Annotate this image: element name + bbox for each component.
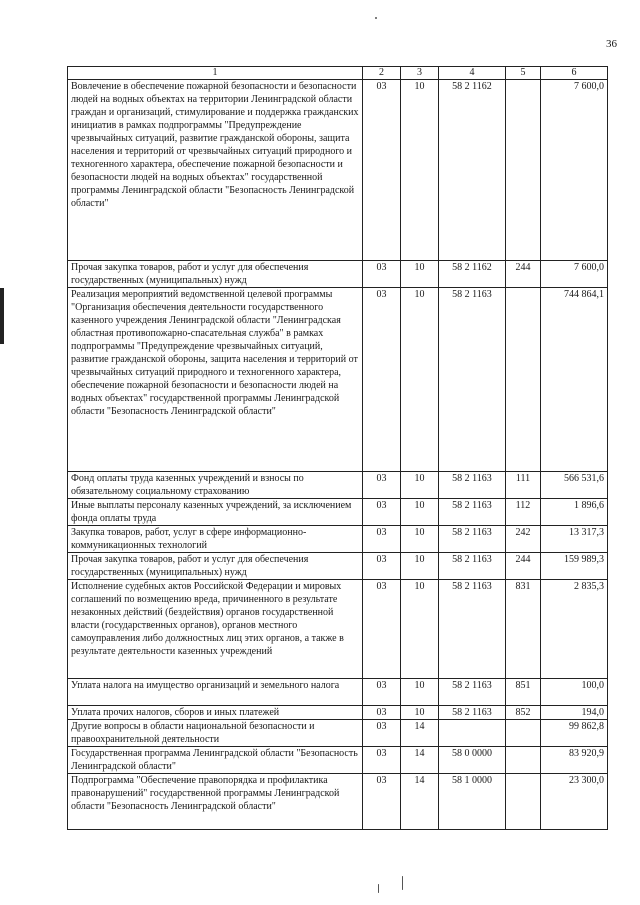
subsection-code: 10 bbox=[401, 679, 439, 706]
amount: 566 531,6 bbox=[541, 472, 608, 499]
target-article-code: 58 2 1163 bbox=[439, 499, 506, 526]
section-code: 03 bbox=[363, 580, 401, 679]
column-header: 6 bbox=[541, 67, 608, 80]
scan-edge-mark bbox=[0, 288, 4, 344]
target-article-code: 58 2 1163 bbox=[439, 288, 506, 472]
subsection-code: 10 bbox=[401, 580, 439, 679]
section-code: 03 bbox=[363, 80, 401, 261]
section-code: 03 bbox=[363, 706, 401, 720]
target-article-code: 58 2 1163 bbox=[439, 553, 506, 580]
amount: 2 835,3 bbox=[541, 580, 608, 679]
target-article-code: 58 2 1163 bbox=[439, 472, 506, 499]
item-name: Государственная программа Ленинградской области "Безопасность Ленинградской области" bbox=[68, 747, 363, 774]
amount: 744 864,1 bbox=[541, 288, 608, 472]
column-header: 1 bbox=[68, 67, 363, 80]
scan-speck bbox=[378, 884, 379, 893]
subsection-code: 10 bbox=[401, 80, 439, 261]
section-code: 03 bbox=[363, 472, 401, 499]
table-row bbox=[68, 706, 608, 720]
table-row bbox=[68, 499, 608, 526]
amount: 1 896,6 bbox=[541, 499, 608, 526]
amount: 13 317,3 bbox=[541, 526, 608, 553]
table-row bbox=[68, 80, 608, 261]
subsection-code: 10 bbox=[401, 472, 439, 499]
expense-type-code bbox=[506, 747, 541, 774]
amount: 100,0 bbox=[541, 679, 608, 706]
target-article-code: 58 2 1162 bbox=[439, 80, 506, 261]
target-article-code: 58 2 1163 bbox=[439, 526, 506, 553]
target-article-code: 58 2 1162 bbox=[439, 261, 506, 288]
amount: 194,0 bbox=[541, 706, 608, 720]
item-name: Фонд оплаты труда казенных учреждений и взносы по обязательному социальному страхованию bbox=[68, 472, 363, 499]
amount: 23 300,0 bbox=[541, 774, 608, 830]
subsection-code: 10 bbox=[401, 288, 439, 472]
column-header: 3 bbox=[401, 67, 439, 80]
section-code: 03 bbox=[363, 526, 401, 553]
expense-type-code bbox=[506, 288, 541, 472]
table-row bbox=[68, 472, 608, 499]
column-header: 4 bbox=[439, 67, 506, 80]
table-row bbox=[68, 580, 608, 679]
section-code: 03 bbox=[363, 288, 401, 472]
table-row bbox=[68, 774, 608, 830]
section-code: 03 bbox=[363, 720, 401, 747]
subsection-code: 10 bbox=[401, 261, 439, 288]
expense-type-code: 852 bbox=[506, 706, 541, 720]
scan-speck bbox=[402, 876, 403, 890]
expense-type-code bbox=[506, 774, 541, 830]
section-code: 03 bbox=[363, 679, 401, 706]
item-name: Закупка товаров, работ, услуг в сфере информационно-коммуникационных технологий bbox=[68, 526, 363, 553]
table-row bbox=[68, 720, 608, 747]
item-name: Реализация мероприятий ведомственной целевой программы "Организация обеспечения деятельности государственного казенного учреждения Ленинградской области "Ленинградская областная противопожарно-спасательная служба" в рамках подпрограммы "Предупреждение чрезвычайных ситуаций, развитие гражданской обороны, защита населения и территорий от чрезвычайных ситуаций природного и техногенного характера, обеспечение пожарной безопасности и безопасности людей на водных объектах" государственной программы Ленинградской области "Безопасность Ленинградской области" bbox=[68, 288, 363, 472]
expense-type-code: 111 bbox=[506, 472, 541, 499]
target-article-code: 58 2 1163 bbox=[439, 580, 506, 679]
subsection-code: 14 bbox=[401, 774, 439, 830]
amount: 7 600,0 bbox=[541, 80, 608, 261]
item-name: Другие вопросы в области национальной безопасности и правоохранительной деятельности bbox=[68, 720, 363, 747]
page-number: 36 bbox=[606, 38, 617, 50]
section-code: 03 bbox=[363, 553, 401, 580]
expense-type-code: 244 bbox=[506, 553, 541, 580]
amount: 83 920,9 bbox=[541, 747, 608, 774]
expense-type-code bbox=[506, 720, 541, 747]
item-name: Прочая закупка товаров, работ и услуг для обеспечения государственных (муниципальных) нужд bbox=[68, 261, 363, 288]
scan-speck bbox=[375, 17, 377, 19]
item-name: Исполнение судебных актов Российской Федерации и мировых соглашений по возмещению вреда, причиненного в результате незаконных действий (бездействия) органов государственной власти (государственных органов), органов местного самоуправления либо должностных лиц этих органов, а также в результате деятельности казенных учреждений bbox=[68, 580, 363, 679]
subsection-code: 14 bbox=[401, 720, 439, 747]
target-article-code bbox=[439, 720, 506, 747]
table-row bbox=[68, 288, 608, 472]
item-name: Уплата прочих налогов, сборов и иных платежей bbox=[68, 706, 363, 720]
subsection-code: 10 bbox=[401, 553, 439, 580]
section-code: 03 bbox=[363, 261, 401, 288]
section-code: 03 bbox=[363, 774, 401, 830]
item-name: Уплата налога на имущество организаций и земельного налога bbox=[68, 679, 363, 706]
target-article-code: 58 1 0000 bbox=[439, 774, 506, 830]
expense-type-code: 112 bbox=[506, 499, 541, 526]
amount: 7 600,0 bbox=[541, 261, 608, 288]
section-code: 03 bbox=[363, 499, 401, 526]
expense-type-code: 831 bbox=[506, 580, 541, 679]
table-row bbox=[68, 679, 608, 706]
amount: 159 989,3 bbox=[541, 553, 608, 580]
expense-type-code: 244 bbox=[506, 261, 541, 288]
section-code: 03 bbox=[363, 747, 401, 774]
expense-type-code: 851 bbox=[506, 679, 541, 706]
item-name: Вовлечение в обеспечение пожарной безопасности и безопасности людей на водных объектах на территории Ленинградской области граждан и организаций, стимулирование и поддержка гражданских инициатив в рамках подпрограммы "Предупреждение чрезвычайных ситуаций, развитие гражданской обороны, защита населения и территорий от чрезвычайных ситуаций природного и техногенного характера, обеспечение пожарной безопасности и безопасности людей на водных объектах" государственной программы Ленинградской области "Безопасность Ленинградской области" bbox=[68, 80, 363, 261]
target-article-code: 58 2 1163 bbox=[439, 706, 506, 720]
expense-type-code: 242 bbox=[506, 526, 541, 553]
subsection-code: 10 bbox=[401, 499, 439, 526]
amount: 99 862,8 bbox=[541, 720, 608, 747]
table-row bbox=[68, 526, 608, 553]
subsection-code: 10 bbox=[401, 526, 439, 553]
table-row bbox=[68, 553, 608, 580]
column-header: 2 bbox=[363, 67, 401, 80]
column-number-row bbox=[68, 67, 608, 80]
target-article-code: 58 2 1163 bbox=[439, 679, 506, 706]
subsection-code: 14 bbox=[401, 747, 439, 774]
target-article-code: 58 0 0000 bbox=[439, 747, 506, 774]
column-header: 5 bbox=[506, 67, 541, 80]
expense-type-code bbox=[506, 80, 541, 261]
subsection-code: 10 bbox=[401, 706, 439, 720]
item-name: Иные выплаты персоналу казенных учреждений, за исключением фонда оплаты труда bbox=[68, 499, 363, 526]
table-row bbox=[68, 261, 608, 288]
table-row bbox=[68, 747, 608, 774]
item-name: Прочая закупка товаров, работ и услуг для обеспечения государственных (муниципальных) нужд bbox=[68, 553, 363, 580]
budget-table bbox=[67, 66, 608, 830]
item-name: Подпрограмма "Обеспечение правопорядка и профилактика правонарушений" государственной программы Ленинградской области "Безопасность Ленинградской области" bbox=[68, 774, 363, 830]
